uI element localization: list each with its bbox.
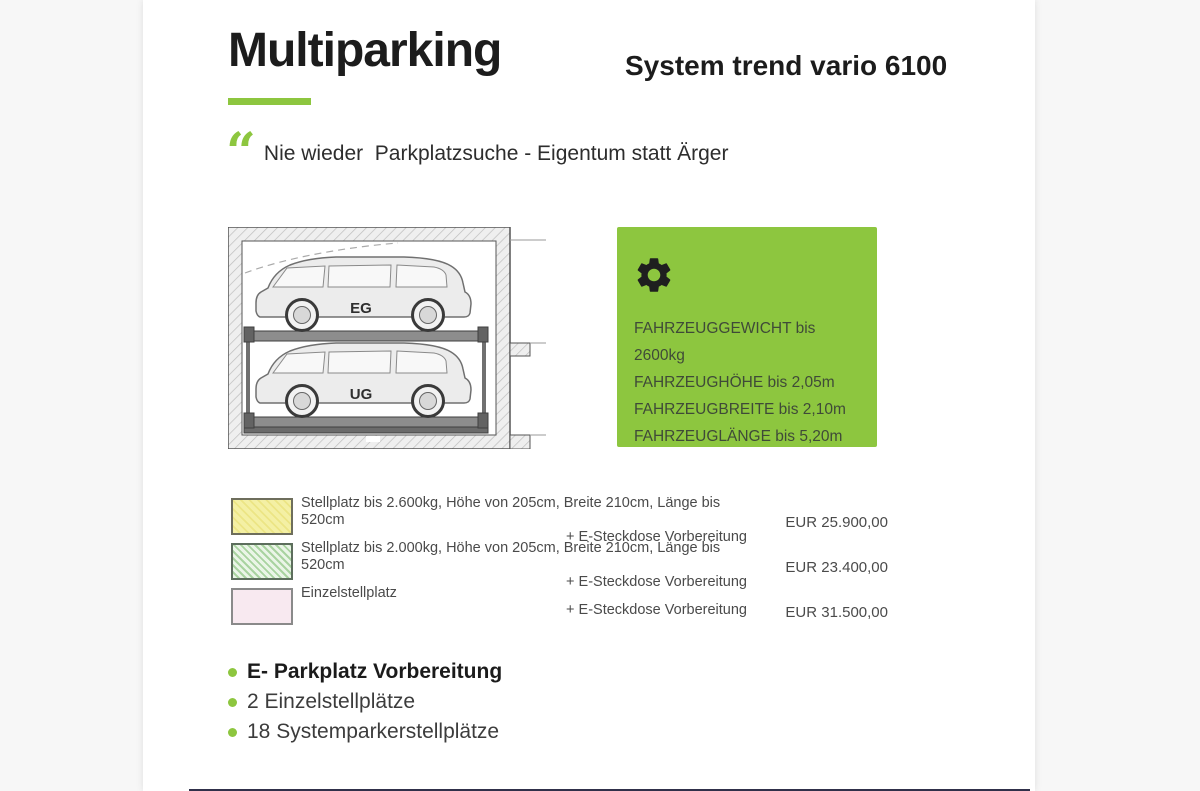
price-value: EUR 25.900,00 (785, 514, 888, 531)
content-card (143, 0, 1035, 791)
price-row (231, 493, 896, 545)
system-subtitle: System trend vario 6100 (625, 50, 948, 81)
feature-text: 18 Systemparkerstellplätze (247, 720, 500, 743)
bullet-icon (228, 728, 237, 737)
spec-height: FAHRZEUGHÖHE bis 2,05m (634, 374, 835, 391)
price-description-line1: Stellplatz bis 2.000kg, Höhe von 205cm, Breite 210cm, Länge bis 520cm (301, 540, 721, 573)
list-item (228, 661, 502, 683)
price-description-line1: Stellplatz bis 2.600kg, Höhe von 205cm, Breite 210cm, Länge bis 520cm (301, 495, 721, 528)
page-title: Multiparking (228, 24, 502, 77)
price-description-line2: + E-Steckdose Vorbereitung (566, 574, 747, 590)
lower-platform-cap-right (478, 413, 488, 428)
title-underline (228, 98, 311, 105)
spec-weight: FAHRZEUGGEWICHT bis 2600kg (634, 320, 816, 364)
spec-width: FAHRZEUGBREITE bis 2,10m (634, 401, 846, 418)
swatch-yellow-hatch (231, 498, 293, 535)
lower-platform (248, 417, 484, 427)
price-row-description (293, 583, 747, 619)
swatch-pink-solid (231, 588, 293, 625)
upper-level-label: EG (350, 300, 372, 317)
upper-platform (248, 331, 484, 341)
lower-platform-cap-left (244, 413, 254, 428)
price-row (231, 538, 896, 590)
gear-icon (633, 254, 675, 296)
price-row (231, 583, 896, 620)
bottom-wall-notch (366, 436, 380, 442)
feature-text: E- Parkplatz Vorbereitung (247, 660, 503, 683)
quote-icon: “ (226, 122, 256, 183)
price-description-line1: Einzelstellplatz (301, 585, 397, 601)
swatch-green-hatch (231, 543, 293, 580)
price-value: EUR 31.500,00 (785, 604, 888, 621)
lower-platform-base (244, 427, 488, 433)
bullet-icon (228, 698, 237, 707)
bullet-icon (228, 668, 237, 677)
feature-text: 2 Einzelstellplätze (247, 690, 416, 713)
price-description-line2: + E-Steckdose Vorbereitung (566, 529, 747, 545)
upper-platform-cap-right (478, 327, 488, 342)
vehicle-spec-box (617, 227, 877, 447)
ground-slab-extension (510, 343, 530, 356)
feature-list (228, 661, 502, 751)
list-item (228, 691, 502, 713)
price-description-line2: + E-Steckdose Vorbereitung (566, 602, 747, 618)
parking-system-diagram (228, 227, 548, 449)
list-item (228, 721, 502, 743)
quote-text: Nie wieder Parkplatzsuche - Eigentum statt Ärger (263, 142, 729, 165)
lower-level-label: UG (349, 386, 373, 403)
price-value: EUR 23.400,00 (785, 559, 888, 576)
upper-platform-cap-left (244, 327, 254, 342)
base-slab-extension (510, 435, 530, 449)
vehicle-spec-list (634, 315, 867, 450)
pricing-legend (231, 493, 896, 628)
quote-line (226, 122, 729, 183)
spec-length: FAHRZEUGLÄNGE bis 5,20m (634, 428, 843, 445)
